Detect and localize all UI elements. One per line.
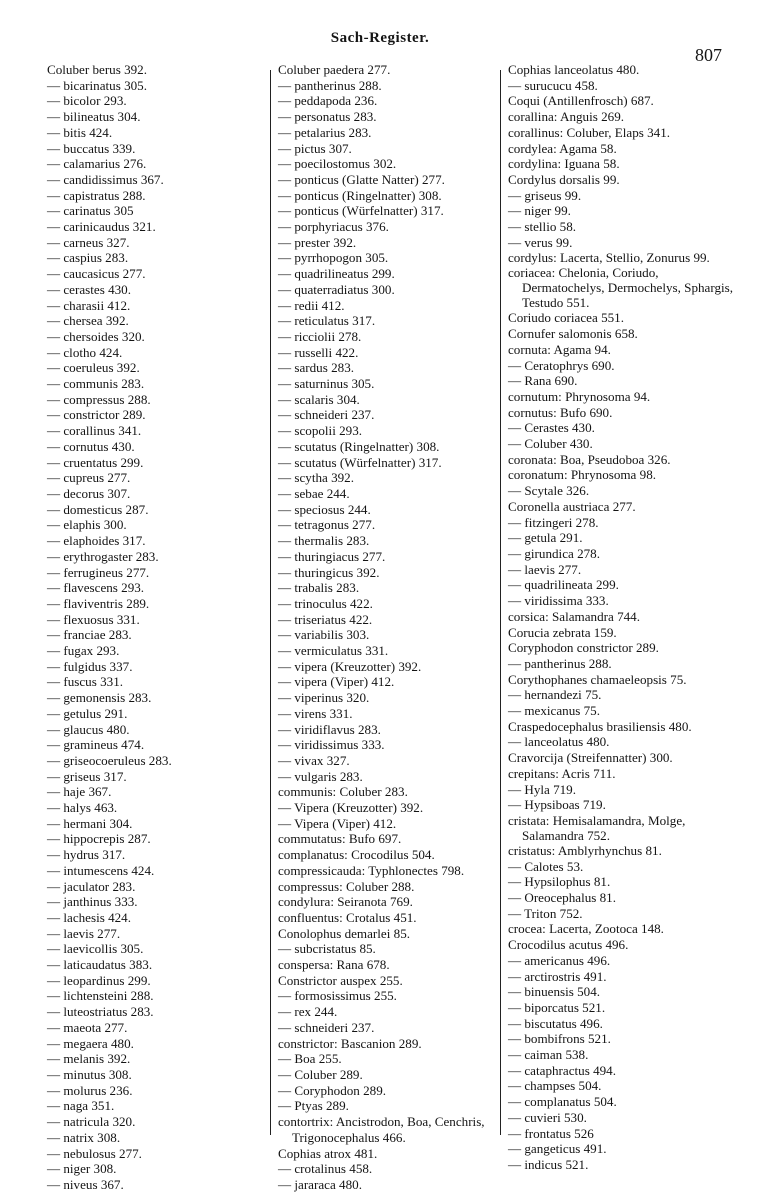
index-entry: — caucasicus 277.: [47, 266, 146, 282]
index-entry: Cordylus dorsalis 99.: [508, 171, 620, 187]
index-entry: — hydrus 317.: [47, 847, 126, 863]
index-entry: — cornutus 430.: [47, 438, 135, 454]
index-entry: — Hypsilophus 81.: [508, 874, 611, 890]
index-entry: corsica: Salamandra 744.: [508, 608, 640, 624]
index-column-2: [278, 62, 498, 1193]
index-entry: — capistratus 288.: [47, 187, 146, 203]
index-entry: contortrix: Ancistrodon, Boa, Cenchris, Trigonocephalus 466.: [278, 1114, 485, 1145]
index-entry: — indicus 521.: [508, 1157, 589, 1172]
index-entry: — vipera (Kreuzotter) 392.: [278, 658, 422, 674]
index-entry: — fugax 293.: [47, 643, 120, 659]
index-entry: — Ptyas 289.: [278, 1098, 349, 1114]
index-entry: — speciosus 244.: [278, 501, 371, 517]
index-entry: — verus 99.: [508, 234, 573, 250]
index-entry: — clotho 424.: [47, 344, 123, 360]
running-title: Sach-Register.: [330, 30, 430, 46]
index-entry: — thermalis 283.: [278, 533, 370, 549]
index-entry: — viridissima 333.: [508, 593, 609, 609]
index-entry: — communis 283.: [47, 376, 145, 392]
index-entry: — ricciolii 278.: [278, 328, 362, 344]
index-entry: commutatus: Bufo 697.: [278, 831, 402, 847]
index-entry: — jararaca 480.: [278, 1176, 362, 1192]
index-entry: — arctirostris 491.: [508, 968, 607, 984]
index-entry: — ferrugineus 277.: [47, 564, 150, 580]
index-entry: — jaculator 283.: [47, 878, 136, 894]
index-entry: — viridissimus 333.: [278, 737, 385, 753]
index-entry: Constrictor auspex 255.: [278, 972, 403, 988]
index-entry: — candidissimus 367.: [47, 171, 164, 187]
index-entry: — surucucu 458.: [508, 77, 598, 93]
index-entry: Corythophanes chamaeleopsis 75.: [508, 671, 687, 687]
index-entry: — champses 504.: [508, 1078, 602, 1094]
index-entry: — vivax 327.: [278, 752, 350, 768]
index-entry: — viperinus 320.: [278, 690, 370, 706]
index-entry: — chersea 392.: [47, 313, 129, 329]
index-entry: — carinatus 305: [47, 203, 134, 219]
index-entry: cristata: Hemisalamandra, Molge, Salamandra 752.: [508, 812, 686, 843]
index-entry: — Calotes 53.: [508, 858, 584, 874]
index-entry: — Coluber 430.: [508, 436, 593, 452]
index-entry: — pictus 307.: [278, 140, 352, 156]
index-entry: — sebae 244.: [278, 485, 350, 501]
index-entry: — caiman 538.: [508, 1047, 589, 1063]
index-entry: — ponticus (Ringelnatter) 308.: [278, 187, 442, 203]
index-entry: — lanceolatus 480.: [508, 734, 610, 750]
index-entry: compressus: Coluber 288.: [278, 878, 415, 894]
index-entry: cristatus: Amblyrhynchus 81.: [508, 842, 662, 858]
index-entry: — pantherinus 288.: [508, 655, 612, 671]
index-entry: communis: Coluber 283.: [278, 784, 408, 800]
index-entry: — crotalinus 458.: [278, 1161, 373, 1177]
index-entry: — scalaris 304.: [278, 391, 360, 407]
index-entry: — mexicanus 75.: [508, 703, 601, 719]
index-entry: — bicarinatus 305.: [47, 77, 147, 93]
index-entry: — vermiculatus 331.: [278, 643, 389, 659]
column-divider: [500, 70, 501, 1135]
index-entry: — petalarius 283.: [278, 124, 372, 140]
index-entry: — fitzingeri 278.: [508, 514, 599, 530]
index-entry: cornutus: Bufo 690.: [508, 404, 613, 420]
index-entry: — cerastes 430.: [47, 281, 131, 297]
index-entry: — flaviventris 289.: [47, 595, 150, 611]
index-entry: — scutatus (Ringelnatter) 308.: [278, 438, 440, 454]
index-entry: — pyrrhopogon 305.: [278, 250, 389, 266]
index-entry: — elaphoides 317.: [47, 533, 146, 549]
index-entry: Cornufer salomonis 658.: [508, 326, 638, 342]
index-entry: — cupreus 277.: [47, 470, 131, 486]
column-divider: [270, 70, 271, 1135]
index-entry: — getula 291.: [508, 530, 583, 546]
index-entry: — laevicollis 305.: [47, 941, 144, 957]
index-entry: — elaphis 300.: [47, 517, 127, 533]
index-entry: — griseus 317.: [47, 768, 127, 784]
index-entry: — cruentatus 299.: [47, 454, 144, 470]
index-entry: — griseus 99.: [508, 187, 582, 203]
page-header: [0, 30, 758, 65]
index-entry: coriacea: Chelonia, Coriudo, Dermatochelys, Dermochelys, Sphargis, Testudo 551.: [508, 265, 734, 311]
index-entry: — nebulosus 277.: [47, 1145, 142, 1161]
index-entry: — scopolii 293.: [278, 423, 363, 439]
index-entry: — porphyriacus 376.: [278, 219, 389, 235]
index-entry: — Coryphodon 289.: [278, 1082, 387, 1098]
index-entry: — bombifrons 521.: [508, 1031, 611, 1047]
index-entry: — domesticus 287.: [47, 501, 149, 517]
index-entry: — fuscus 331.: [47, 674, 124, 690]
index-entry: — sardus 283.: [278, 360, 355, 376]
index-entry: — corallinus 341.: [47, 423, 142, 439]
index-entry: — saturninus 305.: [278, 376, 375, 392]
index-entry: — getulus 291.: [47, 705, 128, 721]
index-entry: — Ceratophrys 690.: [508, 357, 615, 373]
index-entry: — carneus 327.: [47, 234, 130, 250]
index-entry: — constrictor 289.: [47, 407, 146, 423]
index-entry: — variabilis 303.: [278, 627, 370, 643]
index-entry: — subcristatus 85.: [278, 941, 376, 957]
index-entry: — franciae 283.: [47, 627, 132, 643]
index-entry: — Oreocephalus 81.: [508, 890, 616, 906]
index-entry: — reticulatus 317.: [278, 313, 376, 329]
index-entry: — biporcatus 521.: [508, 999, 606, 1015]
index-entry: — gangeticus 491.: [508, 1141, 607, 1157]
index-entry: — luteostriatus 283.: [47, 1004, 154, 1020]
index-entry: Cophias atrox 481.: [278, 1145, 378, 1161]
index-entry: — flavescens 293.: [47, 580, 145, 596]
index-entry: Craspedocephalus brasiliensis 480.: [508, 718, 692, 734]
index-entry: Coronella austriaca 277.: [508, 498, 636, 514]
index-entry: — carinicaudus 321.: [47, 219, 156, 235]
index-entry: confluentus: Crotalus 451.: [278, 909, 417, 925]
index-entry: — haje 367.: [47, 784, 112, 800]
index-entry: — redii 412.: [278, 297, 345, 313]
index-entry: Coriudo coriacea 551.: [508, 310, 624, 326]
index-entry: — schneideri 237.: [278, 407, 375, 423]
index-entry: — Hyla 719.: [508, 781, 577, 797]
index-entry: — hermani 304.: [47, 815, 133, 831]
index-entry: — halys 463.: [47, 800, 118, 816]
index-entry: — americanus 496.: [508, 952, 611, 968]
index-entry: — binuensis 504.: [508, 984, 601, 1000]
index-entry: — trinoculus 422.: [278, 595, 373, 611]
index-entry: — quaterradiatus 300.: [278, 281, 395, 297]
index-entry: — fulgidus 337.: [47, 658, 133, 674]
index-entry: conspersa: Rana 678.: [278, 957, 390, 973]
index-entry: — pantherinus 288.: [278, 77, 382, 93]
index-entry: Corucia zebrata 159.: [508, 624, 617, 640]
index-entry: — Triton 752.: [508, 905, 583, 921]
index-entry: Crocodilus acutus 496.: [508, 937, 629, 953]
index-entry: condylura: Seiranota 769.: [278, 894, 413, 910]
index-entry: — caspius 283.: [47, 250, 129, 266]
index-entry: — laevis 277.: [508, 561, 582, 577]
index-entry: — stellio 58.: [508, 219, 577, 235]
index-entry: — trabalis 283.: [278, 580, 360, 596]
index-entry: — melanis 392.: [47, 1051, 131, 1067]
index-entry: — natrix 308.: [47, 1129, 121, 1145]
index-entry: — thuringicus 392.: [278, 564, 380, 580]
index-entry: — Vipera (Viper) 412.: [278, 815, 397, 831]
index-entry: — tetragonus 277.: [278, 517, 376, 533]
index-entry: corallinus: Coluber, Elaps 341.: [508, 124, 671, 140]
index-entry: — complanatus 504.: [508, 1094, 617, 1110]
index-entry: — chersoides 320.: [47, 328, 145, 344]
index-entry: — viridiflavus 283.: [278, 721, 381, 737]
index-entry: Coryphodon constrictor 289.: [508, 640, 659, 656]
index-entry: Cophias lanceolatus 480.: [508, 62, 640, 77]
index-entry: cordylus: Lacerta, Stellio, Zonurus 99.: [508, 250, 710, 266]
index-entry: — scutatus (Würfelnatter) 317.: [278, 454, 442, 470]
index-entry: — intumescens 424.: [47, 862, 155, 878]
index-entry: — rex 244.: [278, 1004, 338, 1020]
index-entry: Coqui (Antillenfrosch) 687.: [508, 93, 654, 109]
index-column-1: [47, 62, 262, 1193]
index-entry: — schneideri 237.: [278, 1019, 375, 1035]
index-entry: — hernandezi 75.: [508, 687, 602, 703]
index-entry: — peddapoda 236.: [278, 93, 378, 109]
index-entry: — Hypsiboas 719.: [508, 797, 606, 813]
index-entry: — prester 392.: [278, 234, 357, 250]
index-entry: — hippocrepis 287.: [47, 831, 151, 847]
index-entry: — biscutatus 496.: [508, 1015, 603, 1031]
index-entry: — niveus 367.: [47, 1176, 124, 1192]
index-entry: — coeruleus 392.: [47, 360, 140, 376]
index-entry: Coluber berus 392.: [47, 62, 148, 77]
index-entry: — vipera (Viper) 412.: [278, 674, 395, 690]
index-entry: — Cerastes 430.: [508, 420, 595, 436]
page-number: 807: [695, 45, 722, 65]
index-entry: — compressus 288.: [47, 391, 151, 407]
index-entry: — poecilostomus 302.: [278, 156, 397, 172]
index-entry: — ponticus (Glatte Natter) 277.: [278, 171, 445, 187]
index-entry: cordylina: Iguana 58.: [508, 156, 620, 172]
index-entry: Conolophus demarlei 85.: [278, 925, 411, 941]
index-entry: cornutum: Phrynosoma 94.: [508, 388, 651, 404]
index-entry: — laticaudatus 383.: [47, 957, 153, 973]
index-entry: complanatus: Crocodilus 504.: [278, 847, 435, 863]
index-entry: — cuvieri 530.: [508, 1109, 587, 1125]
index-entry: — flexuosus 331.: [47, 611, 140, 627]
index-entry: cordylea: Agama 58.: [508, 140, 617, 156]
index-entry: — Boa 255.: [278, 1051, 342, 1067]
index-entry: — decorus 307.: [47, 485, 131, 501]
index-entry: — Rana 690.: [508, 373, 578, 389]
index-entry: corallina: Anguis 269.: [508, 109, 625, 125]
index-entry: — gemonensis 283.: [47, 690, 152, 706]
index-entry: — quadrilineata 299.: [508, 577, 619, 593]
index-entry: Coluber paedera 277.: [278, 62, 391, 77]
index-entry: — ponticus (Würfelnatter) 317.: [278, 203, 444, 219]
index-entry: — glaucus 480.: [47, 721, 130, 737]
index-entry: — cataphractus 494.: [508, 1062, 616, 1078]
index-entry: — bicolor 293.: [47, 93, 127, 109]
index-entry: — bilineatus 304.: [47, 109, 141, 125]
index-entry: — gramineus 474.: [47, 737, 145, 753]
index-entry: crocea: Lacerta, Zootoca 148.: [508, 921, 664, 937]
index-entry: — virens 331.: [278, 705, 353, 721]
index-column-3: [508, 62, 743, 1173]
index-entry: — frontatus 526: [508, 1125, 594, 1141]
index-entry: — scytha 392.: [278, 470, 355, 486]
index-entry: — megaera 480.: [47, 1035, 134, 1051]
index-entry: — minutus 308.: [47, 1067, 132, 1082]
index-entry: — buccatus 339.: [47, 140, 136, 156]
index-entry: cornuta: Agama 94.: [508, 341, 611, 357]
index-entry: — calamarius 276.: [47, 156, 147, 172]
index-entry: — janthinus 333.: [47, 894, 138, 910]
index-entry: — Coluber 289.: [278, 1067, 363, 1082]
index-entry: Cravorcija (Streifennatter) 300.: [508, 750, 673, 766]
index-entry: crepitans: Acris 711.: [508, 765, 616, 781]
index-entry: — molurus 236.: [47, 1082, 133, 1098]
index-entry: — charasii 412.: [47, 297, 131, 313]
index-entry: — natricula 320.: [47, 1114, 136, 1130]
index-entry: — lichtensteini 288.: [47, 988, 154, 1004]
index-entry: — naga 351.: [47, 1098, 115, 1114]
index-entry: — vulgaris 283.: [278, 768, 363, 784]
index-entry: — Vipera (Kreuzotter) 392.: [278, 800, 424, 816]
index-entry: — griseocoeruleus 283.: [47, 752, 172, 768]
index-entry: — girundica 278.: [508, 545, 601, 561]
index-entry: — niger 99.: [508, 203, 571, 219]
index-entry: — personatus 283.: [278, 109, 377, 125]
index-entry: — formosissimus 255.: [278, 988, 397, 1004]
index-entry: — quadrilineatus 299.: [278, 266, 395, 282]
index-entry: — erythrogaster 283.: [47, 548, 159, 564]
index-entry: compressicauda: Typhlonectes 798.: [278, 862, 465, 878]
index-entry: — thuringiacus 277.: [278, 548, 386, 564]
index-entry: coronata: Boa, Pseudoboa 326.: [508, 451, 671, 467]
index-entry: constrictor: Bascanion 289.: [278, 1035, 422, 1051]
index-entry: — maeota 277.: [47, 1019, 128, 1035]
index-entry: — lachesis 424.: [47, 909, 132, 925]
index-entry: — laevis 277.: [47, 925, 121, 941]
index-entry: — leopardinus 299.: [47, 972, 151, 988]
index-entry: — bitis 424.: [47, 124, 113, 140]
index-entry: — niger 308.: [47, 1161, 117, 1177]
index-entry: — Scytale 326.: [508, 483, 590, 499]
index-entry: — triseriatus 422.: [278, 611, 373, 627]
index-entry: coronatum: Phrynosoma 98.: [508, 467, 657, 483]
index-entry: — russelli 422.: [278, 344, 359, 360]
